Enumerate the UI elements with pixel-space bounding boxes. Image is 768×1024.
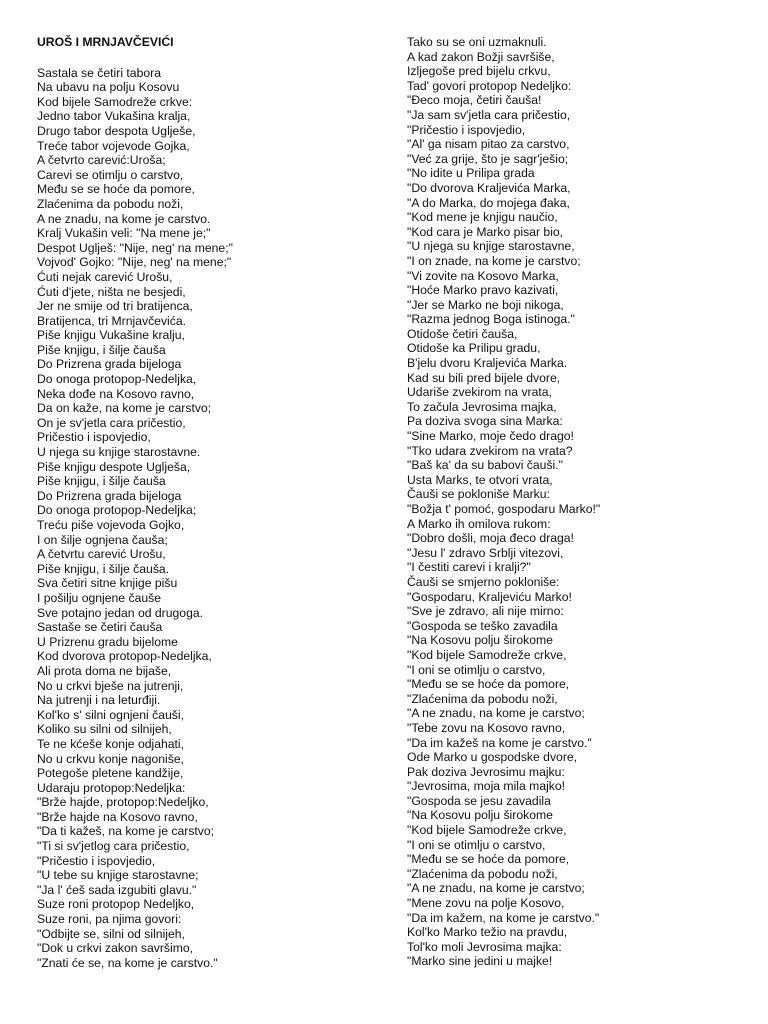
poem-line: "Na Kosovu polju širokome — [407, 633, 553, 648]
poem-line: "Da ti kažeš, na kome je carstvo; — [37, 824, 215, 839]
poem-line: "Da im kažeš na kome je carstvo." — [407, 735, 592, 750]
poem-line: "Zlaćenima da pobodu noži, — [407, 866, 558, 881]
poem-line: Despot Uglješ: "Nije, neg' na mene;" — [37, 240, 233, 255]
poem-line: No u crkvu konje nagoniše, — [37, 751, 185, 766]
poem-line: Te ne kćeše konje odjahati, — [37, 736, 185, 751]
poem-line: "Razma jednog Boga istinoga." — [407, 312, 575, 327]
poem-line: Sve potajno jedan od drugoga. — [37, 605, 204, 620]
poem-line: Piše knjigu, i šilje čauša — [37, 342, 166, 357]
poem-line: Ali prota doma ne bijaše, — [37, 663, 172, 678]
poem-title: UROŠ I MRNJAVČEVIĆI — [37, 35, 174, 49]
poem-line: Piše knjigu despote Uglješa, — [37, 459, 191, 474]
poem-line: Tad' govori protopop Nedeljko: — [407, 78, 572, 93]
poem-line: Ćuti nejak carević Urošu, — [37, 269, 173, 284]
poem-line: Vojvod' Gojko: "Nije, neg' na mene;" — [37, 255, 232, 270]
poem-line: Otidoše četiri čauša, — [407, 326, 518, 341]
poem-line: "Da im kažem, na kome je carstvo." — [407, 910, 600, 925]
poem-line: "I čestiti carevi i kralji?" — [407, 560, 531, 575]
poem-line: To začula Jevrosima majka, — [407, 399, 557, 414]
poem-line: "Brže hajde, protopop:Nedeljko, — [37, 795, 209, 810]
poem-line: "Sve je zdravo, ali nije mirno: — [407, 604, 564, 619]
poem-line: On je sv'jetla cara pričestio, — [37, 415, 186, 430]
poem-line: "Među se se hoće da pomore, — [407, 677, 570, 692]
poem-line: Jedno tabor Vukašina kralja, — [37, 109, 191, 124]
poem-line: "Kod bijele Samodreže crkve, — [407, 647, 567, 662]
poem-line: Kod dvorova protopop-Nedeljka, — [37, 649, 212, 664]
poem-line: "Marko sine jedini u majke! — [407, 954, 553, 969]
poem-line: Bratijenca, tri Mrnjavčevića. — [37, 313, 187, 328]
poem-line: "Pričestio i ispovjedio, — [37, 853, 156, 868]
poem-line: "A do Marka, do mojega đaka, — [407, 195, 570, 210]
poem-line: Do onoga protopop-Nedeljka; — [37, 503, 197, 518]
poem-line: A četvrtu carević Urošu, — [37, 547, 166, 562]
poem-line: Zlaćenima da pobodu noži, — [37, 196, 184, 211]
poem-line: Treće tabor vojevode Gojka, — [37, 138, 190, 153]
right-column — [407, 35, 747, 969]
poem-line: Tako su se oni uzmaknuli. — [407, 35, 547, 49]
poem-line: Udariše zvekirom na vrata, — [407, 385, 552, 400]
poem-line: Jer ne smije od tri bratijenca, — [37, 299, 193, 314]
poem-line: "Dobro došli, moja đeco draga! — [407, 531, 574, 546]
poem-line: Suze roni, pa njima govori: — [37, 912, 182, 927]
poem-line: Na jutrenji i na leturđiji. — [37, 693, 161, 708]
poem-line: Otidoše ka Prilipu gradu, — [407, 341, 541, 356]
poem-line: "Baš ka' da su babovi čauši." — [407, 458, 563, 473]
poem-line: A ne znadu, na kome je carstvo. — [37, 211, 211, 226]
poem-line: "Kod cara je Marko pisar bio, — [407, 224, 564, 239]
poem-line: Udaraju protopop:Nedeljka: — [37, 780, 186, 795]
poem-line: "Gospoda se jesu zavadila — [407, 793, 551, 808]
poem-line: Sastaše se četiri čauša — [37, 620, 163, 635]
poem-line: Tol'ko moli Jevrosima majka: — [407, 939, 562, 954]
poem-line: Na ubavu na polju Kosovu — [37, 80, 180, 95]
poem-line: Ode Marko u gospodske dvore, — [407, 750, 578, 765]
poem-line: "Odbijte se, silni od silnijeh, — [37, 926, 185, 941]
poem-line: "Do dvorova Kraljevića Marka, — [407, 180, 571, 195]
poem-line: "Božja t' pomoć, gospodaru Marko!" — [407, 502, 601, 516]
poem-line: "Tebe zovu na Kosovo ravno, — [407, 720, 566, 735]
poem-line: Do onoga protopop-Nedeljka, — [37, 372, 197, 387]
poem-line: I pošilju ognjene čauše — [37, 590, 161, 605]
poem-line: U njega su knjige starostavne. — [37, 445, 201, 460]
poem-line: "Već za grije, što je sagr'ješio; — [407, 151, 569, 166]
poem-line: I on šilje ognjena čauša; — [37, 532, 168, 547]
poem-line: Pak doziva Jevrosimu majku: — [407, 764, 565, 779]
poem-line: "Pričestio i ispovjedio, — [407, 122, 526, 137]
poem-line: Među se se hoće da pomore, — [37, 182, 195, 197]
poem-line: "U tebe su knjige starostavne; — [37, 868, 199, 883]
poem-line: "Jer se Marko ne boji nikoga, — [407, 297, 564, 312]
poem-line: "Tko udara zvekirom na vrata? — [407, 443, 573, 458]
poem-line: "Znati će se, na kome je carstvo." — [37, 955, 218, 970]
poem-line: "Jevrosima, moja mila majko! — [407, 779, 566, 794]
poem-line: Izljegoše pred bijelu crkvu, — [407, 64, 551, 79]
poem-line: A kad zakon Božji savršiše, — [407, 49, 555, 64]
poem-line: Carevi se otimlju o carstvo, — [37, 167, 184, 182]
poem-line: Treću piše vojevoda Gojko, — [37, 518, 185, 532]
poem-line: Kol'ko s' silni ognjeni čauši, — [37, 707, 184, 722]
poem-line: Usta Marks, te otvori vrata, — [407, 472, 553, 487]
poem-line: "Ja sam sv'jetla cara pričestio, — [407, 107, 571, 122]
poem-line: "Kod mene je knjigu naučio, — [407, 210, 558, 225]
poem-line: Ćuti d'jete, ništa ne besjedi, — [37, 284, 186, 299]
poem-line: "Vi zovite na Kosovo Marka, — [407, 268, 559, 283]
poem-line: Pričestio i ispovjedio, — [37, 430, 151, 445]
poem-line: "Među se se hoće da pomore, — [407, 852, 570, 867]
poem-line: "Gospodaru, Kraljeviću Marko! — [407, 589, 572, 604]
poem-line: Sva četiri sitne knjige pišu — [37, 576, 178, 591]
poem-line: "Sine Marko, moje čedo drago! — [407, 429, 574, 444]
poem-line: "Kod bijele Samodreže crkve, — [407, 823, 567, 838]
poem-line: "I oni se otimlju o carstvo, — [407, 662, 546, 677]
poem-line: "I on znade, na kome je carstvo; — [407, 253, 581, 268]
poem-line: "No idite u Prilipa grada — [407, 166, 535, 181]
poem-line: A Marko ih omilova rukom: — [407, 516, 551, 531]
poem-line: Suze roni protopop Nedeljko, — [37, 897, 195, 912]
poem-line: B'jelu dvoru Kraljevića Marka. — [407, 356, 568, 371]
poem-line: "Zlaćenima da pobodu noži, — [407, 691, 558, 706]
poem-line: Kol'ko Marko težio na pravdu, — [407, 925, 568, 940]
poem-line: "A ne znadu, na kome je carstvo; — [407, 881, 585, 896]
poem-line: "Ti si sv'jetlog cara pričestio, — [37, 839, 190, 854]
poem-line: Sastala se četiri tabora — [37, 65, 161, 80]
poem-line: Pa doziva svoga sina Marka: — [407, 414, 563, 429]
poem-line: Čauši se pokloniše Marku: — [407, 487, 550, 502]
title-spacer — [37, 50, 377, 66]
poem-line: U Prizrenu gradu bijelome — [37, 634, 178, 649]
poem-line: Drugo tabor despota Uglješe, — [37, 123, 196, 138]
poem-line: "Brže hajde na Kosovo ravno, — [37, 809, 198, 824]
poem-line: Neka dođe na Kosovo ravno, — [37, 386, 195, 401]
poem-line: Da on kaže, na kome je carstvo; — [37, 401, 212, 416]
poem-line: Do Prizrena grada bijeloga — [37, 488, 182, 503]
poem-line: Piše knjigu, i šilje čauša. — [37, 561, 170, 576]
poem-line: "Gospoda se teško zavadila — [407, 618, 558, 633]
poem-line: Kad su bili pred bijele dvore, — [407, 370, 561, 385]
poem-line: Potegoše pletene kandžije, — [37, 766, 184, 781]
poem-line: "Jesu l' zdravo Srblji vitezovi, — [407, 545, 564, 560]
poem-line: Koliko su silni od silnijeh, — [37, 722, 172, 737]
poem-line: "Dok u crkvi zakon savršimo, — [37, 941, 194, 956]
poem-line: "A ne znadu, na kome je carstvo; — [407, 706, 585, 721]
poem-line: "Mene zovu na polje Kosovo, — [407, 896, 565, 911]
poem-line: "I oni se otimlju o carstvo, — [407, 837, 546, 852]
poem-line: Kod bijele Samodreže crkve: — [37, 94, 193, 109]
poem-line: Čauši se smjerno pokloniše: — [407, 574, 560, 589]
poem-line: A četvrto carević:Uroša; — [37, 153, 166, 168]
poem-line: Piše knjigu, i šilje čauša — [37, 474, 166, 489]
poem-line: Kralj Vukašin veli: "Na mene je;" — [37, 226, 211, 241]
poem-line: "Ja l' ćeš sada izgubiti glavu." — [37, 882, 197, 897]
left-column — [37, 35, 377, 970]
poem-line: Do Prizrena grada bijeloga — [37, 357, 182, 372]
poem-line: "Hoće Marko pravo kazivati, — [407, 283, 559, 298]
poem-line: Piše knjigu Vukašine kralju, — [37, 328, 185, 343]
poem-line: "Na Kosovu polju širokome — [407, 808, 553, 823]
poem-line: "Al' ga nisam pitao za carstvo, — [407, 137, 570, 152]
poem-line: No u crkvi bješe na jutrenji, — [37, 678, 184, 693]
poem-line: "Đeco moja, četiri čauša! — [407, 93, 542, 108]
poem-line: "U njega su knjige starostavne, — [407, 239, 575, 254]
